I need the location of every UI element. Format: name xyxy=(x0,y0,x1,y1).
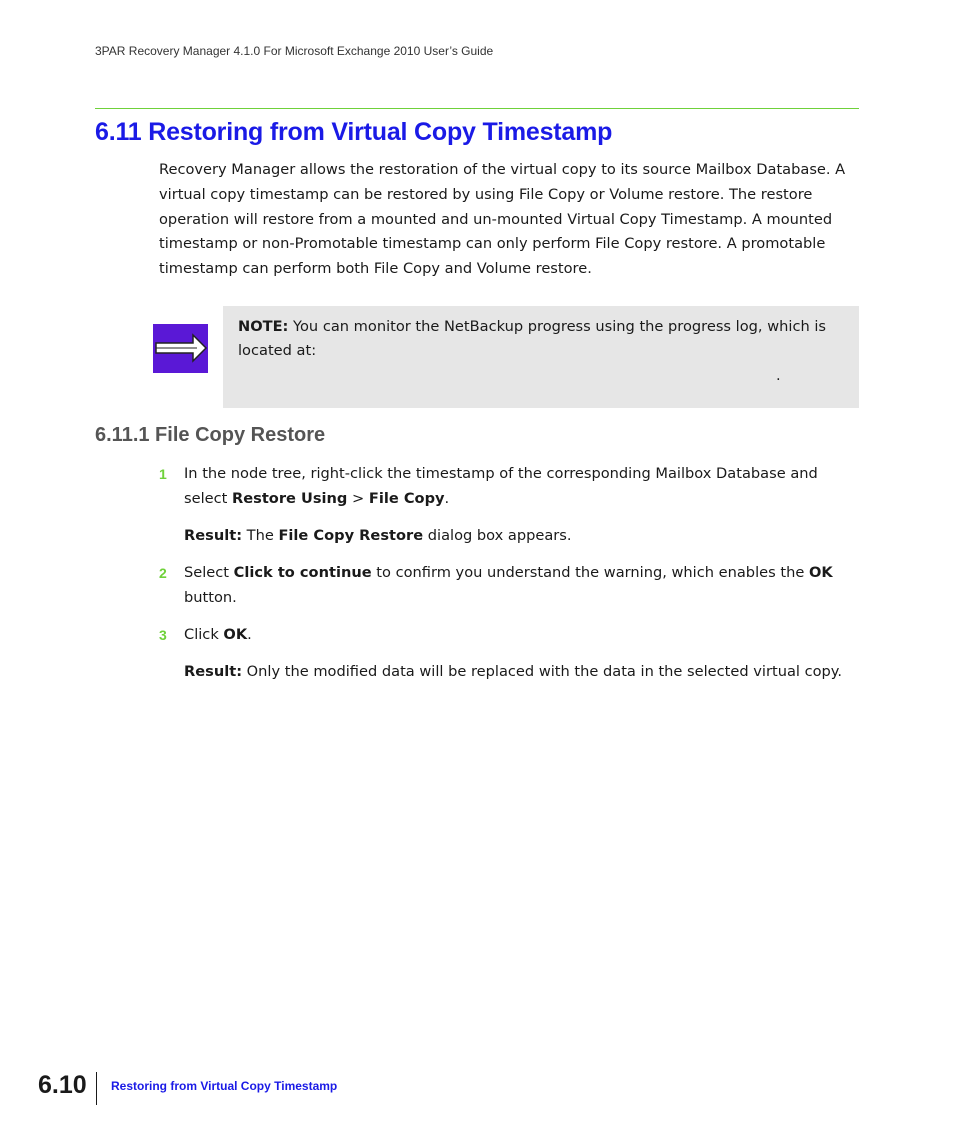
page-number: 6.10 xyxy=(38,1071,87,1099)
step-number: 1 xyxy=(159,466,167,482)
arrow-right-icon xyxy=(153,324,208,373)
result-text: Result: Only the modified data will be replaced with the data in the selected virtual copy. xyxy=(184,663,842,680)
subsection-title: 6.11.1 File Copy Restore xyxy=(95,424,326,446)
running-header: 3PAR Recovery Manager 4.1.0 For Microsoft Exchange 2010 User’s Guide xyxy=(95,44,494,58)
section-title: 6.11 Restoring from Virtual Copy Timestamp xyxy=(95,118,613,146)
step-number: 3 xyxy=(159,627,167,643)
note-body: You can monitor the NetBackup progress using the progress log, which is located at: xyxy=(238,318,827,359)
step-text: Select Click to continue to confirm you understand the warning, which enables the OK button. xyxy=(184,564,833,606)
footer-section-title: Restoring from Virtual Copy Timestamp xyxy=(111,1079,338,1093)
note-text xyxy=(238,315,848,363)
result-text: Result: The File Copy Restore dialog box appears. xyxy=(184,527,572,544)
header-rule xyxy=(95,108,859,109)
intro-paragraph: Recovery Manager allows the restoration of the virtual copy to its source Mailbox Database. A virtual copy timestamp can be restored by using File Copy or Volume restore. The restore operation will restore from a mounted and un-mounted Virtual Copy Timestamp. A mounted timestamp or non-Promotable timestamp can only perform File Copy restore. A promotable timestamp can perform both File Copy and Volume restore. xyxy=(159,161,846,278)
footer-divider xyxy=(96,1072,97,1105)
note-trailing: . xyxy=(776,367,781,384)
step-text: Click OK. xyxy=(184,626,252,643)
step-number: 2 xyxy=(159,565,167,581)
note-label: NOTE: xyxy=(238,318,289,335)
step-text: In the node tree, right-click the timestamp of the corresponding Mailbox Database and select Restore Using > File Copy. xyxy=(184,465,818,507)
